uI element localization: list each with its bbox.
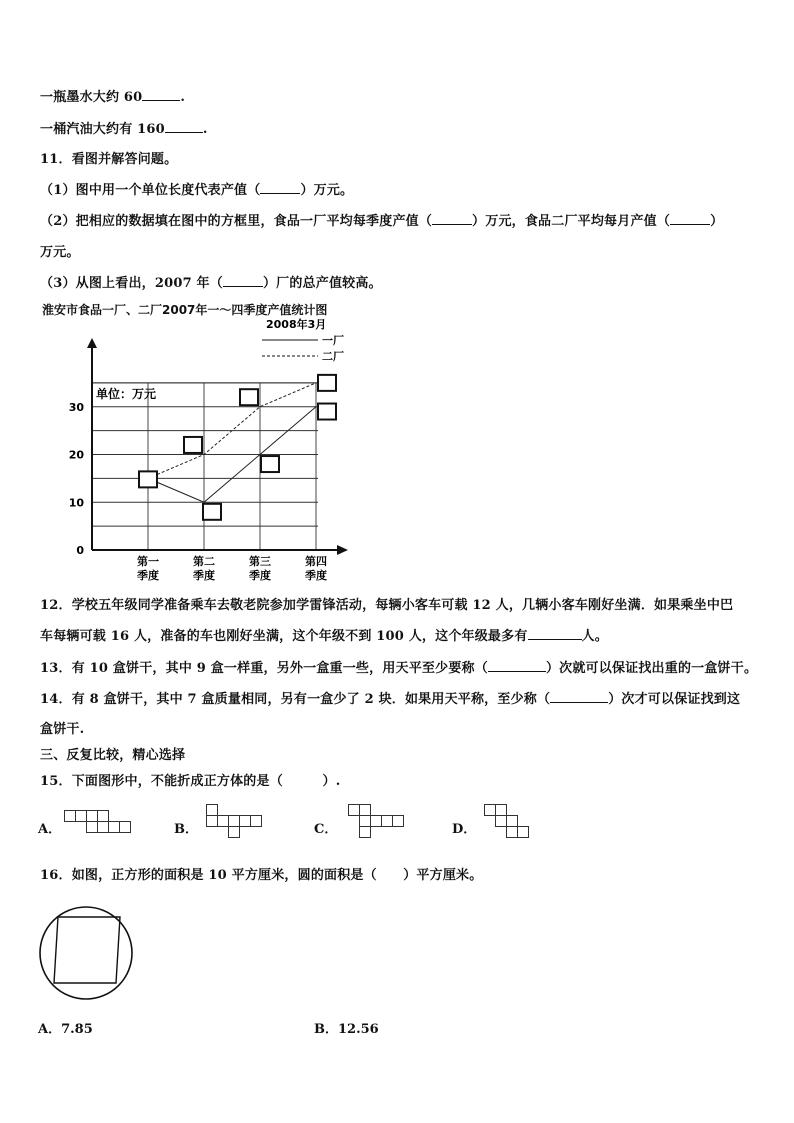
circle-square-figure <box>38 905 134 1001</box>
legend-label: 二厂 <box>322 350 344 363</box>
x-tick-label: 季度 <box>137 569 159 582</box>
option-b-net[interactable] <box>206 804 266 844</box>
answer-box <box>139 471 157 487</box>
text: （3）从图上看出，2007 年（ <box>40 276 223 291</box>
q16-option-b[interactable]: B．12.56 <box>314 1022 379 1037</box>
x-tick-label: 季度 <box>249 569 271 582</box>
question-11-2 <box>40 210 723 229</box>
y-tick-label: 0 <box>76 544 84 557</box>
answer-blank[interactable] <box>528 639 582 640</box>
answer-box <box>240 389 258 405</box>
text: ） <box>710 214 724 229</box>
text: 人。 <box>581 629 608 644</box>
line-ink-volume <box>40 86 185 105</box>
section-3-heading: 三、反复比较，精心选择 <box>40 748 186 763</box>
y-axis-arrow <box>87 338 97 348</box>
text: 一桶汽油大约有 160 <box>40 122 165 137</box>
text: 13．有 10 盒饼干，其中 9 盒一样重，另外一盒重一些，用天平至少要称（ <box>40 661 488 676</box>
option-a-label[interactable]: A． <box>38 822 62 837</box>
text: ）万元。 <box>300 183 354 198</box>
option-b-label[interactable]: B． <box>174 822 198 837</box>
text: 一瓶墨水大约 60 <box>40 90 143 105</box>
question-14-cont: 盒饼干. <box>40 722 85 737</box>
answer-box <box>261 456 279 472</box>
x-tick-label: 第四 <box>305 555 327 568</box>
x-tick-label: 第一 <box>137 555 159 568</box>
text: ）次才可以保证找到这 <box>608 692 741 707</box>
question-11-title: 11．看图并解答问题。 <box>40 152 178 167</box>
text: 14．有 8 盒饼干，其中 7 盒质量相同，另有一盒少了 2 块．如果用天平称，至少称（ <box>40 692 551 707</box>
text: 车每辆可载 16 人，准备的车也刚好坐满，这个年级不到 100 人，这个年级最多有 <box>40 629 528 644</box>
option-c-label[interactable]: C． <box>314 822 338 837</box>
answer-blank[interactable] <box>488 671 546 672</box>
unit-label: 单位：万元 <box>96 386 157 401</box>
option-d-net[interactable] <box>484 804 536 844</box>
answer-blank[interactable] <box>142 100 180 101</box>
y-tick-label: 20 <box>68 448 84 462</box>
option-d-label[interactable]: D． <box>452 822 477 837</box>
option-c-net[interactable] <box>348 804 404 844</box>
text: ）万元，食品二厂平均每月产值（ <box>472 214 671 229</box>
square-shape <box>54 917 120 983</box>
x-tick-label: 第二 <box>193 555 215 568</box>
text: . <box>180 90 186 105</box>
production-line-chart <box>30 310 400 590</box>
chart-title: 淮安市食品一厂、二厂2007年一～四季度产值统计图 <box>42 303 328 317</box>
question-11-1 <box>40 179 353 198</box>
text: （2）把相应的数据填在图中的方框里，食品一厂平均每季度产值（ <box>40 214 433 229</box>
answer-box <box>318 404 336 420</box>
answer-box <box>318 375 336 391</box>
answer-box <box>203 504 221 520</box>
q16-option-a[interactable]: A．7.85 <box>38 1022 93 1037</box>
answer-blank[interactable] <box>223 286 263 287</box>
text: （1）图中用一个单位长度代表产值（ <box>40 183 261 198</box>
answer-blank[interactable] <box>670 224 710 225</box>
x-axis-arrow <box>337 545 348 555</box>
question-13 <box>40 657 757 676</box>
answer-blank[interactable] <box>432 224 472 225</box>
answer-blank[interactable] <box>165 132 203 133</box>
question-11-3 <box>40 272 382 291</box>
legend-label: 一厂 <box>322 334 344 347</box>
question-16: 16．如图，正方形的面积是 10 平方厘米，圆的面积是（ ）平方厘米。 <box>40 868 483 883</box>
x-tick-label: 第三 <box>249 555 271 568</box>
text: ）厂的总产值较高。 <box>262 276 382 291</box>
y-tick-label: 30 <box>68 400 84 414</box>
answer-blank[interactable] <box>260 193 300 194</box>
question-11-2-cont: 万元。 <box>40 245 80 260</box>
option-a-net[interactable] <box>64 810 128 838</box>
x-tick-label: 季度 <box>305 569 327 582</box>
chart-subtitle: 2008年3月 <box>266 318 327 331</box>
x-tick-label: 季度 <box>193 569 215 582</box>
question-12-line2 <box>40 625 608 644</box>
text: ）次就可以保证找出重的一盒饼干。 <box>545 661 758 676</box>
question-15: 15．下面图形中，不能折成正方体的是（ ）. <box>40 774 341 789</box>
line-gasoline-volume <box>40 118 208 137</box>
text: . <box>202 122 208 137</box>
y-tick-label: 10 <box>68 496 84 510</box>
question-14 <box>40 688 740 707</box>
answer-box <box>184 437 202 453</box>
question-12-line1: 12．学校五年级同学准备乘车去敬老院参加学雷锋活动，每辆小客车可载 12 人，几辆小客车刚好坐满．如果乘坐中巴 <box>40 598 734 613</box>
answer-blank[interactable] <box>550 702 608 703</box>
